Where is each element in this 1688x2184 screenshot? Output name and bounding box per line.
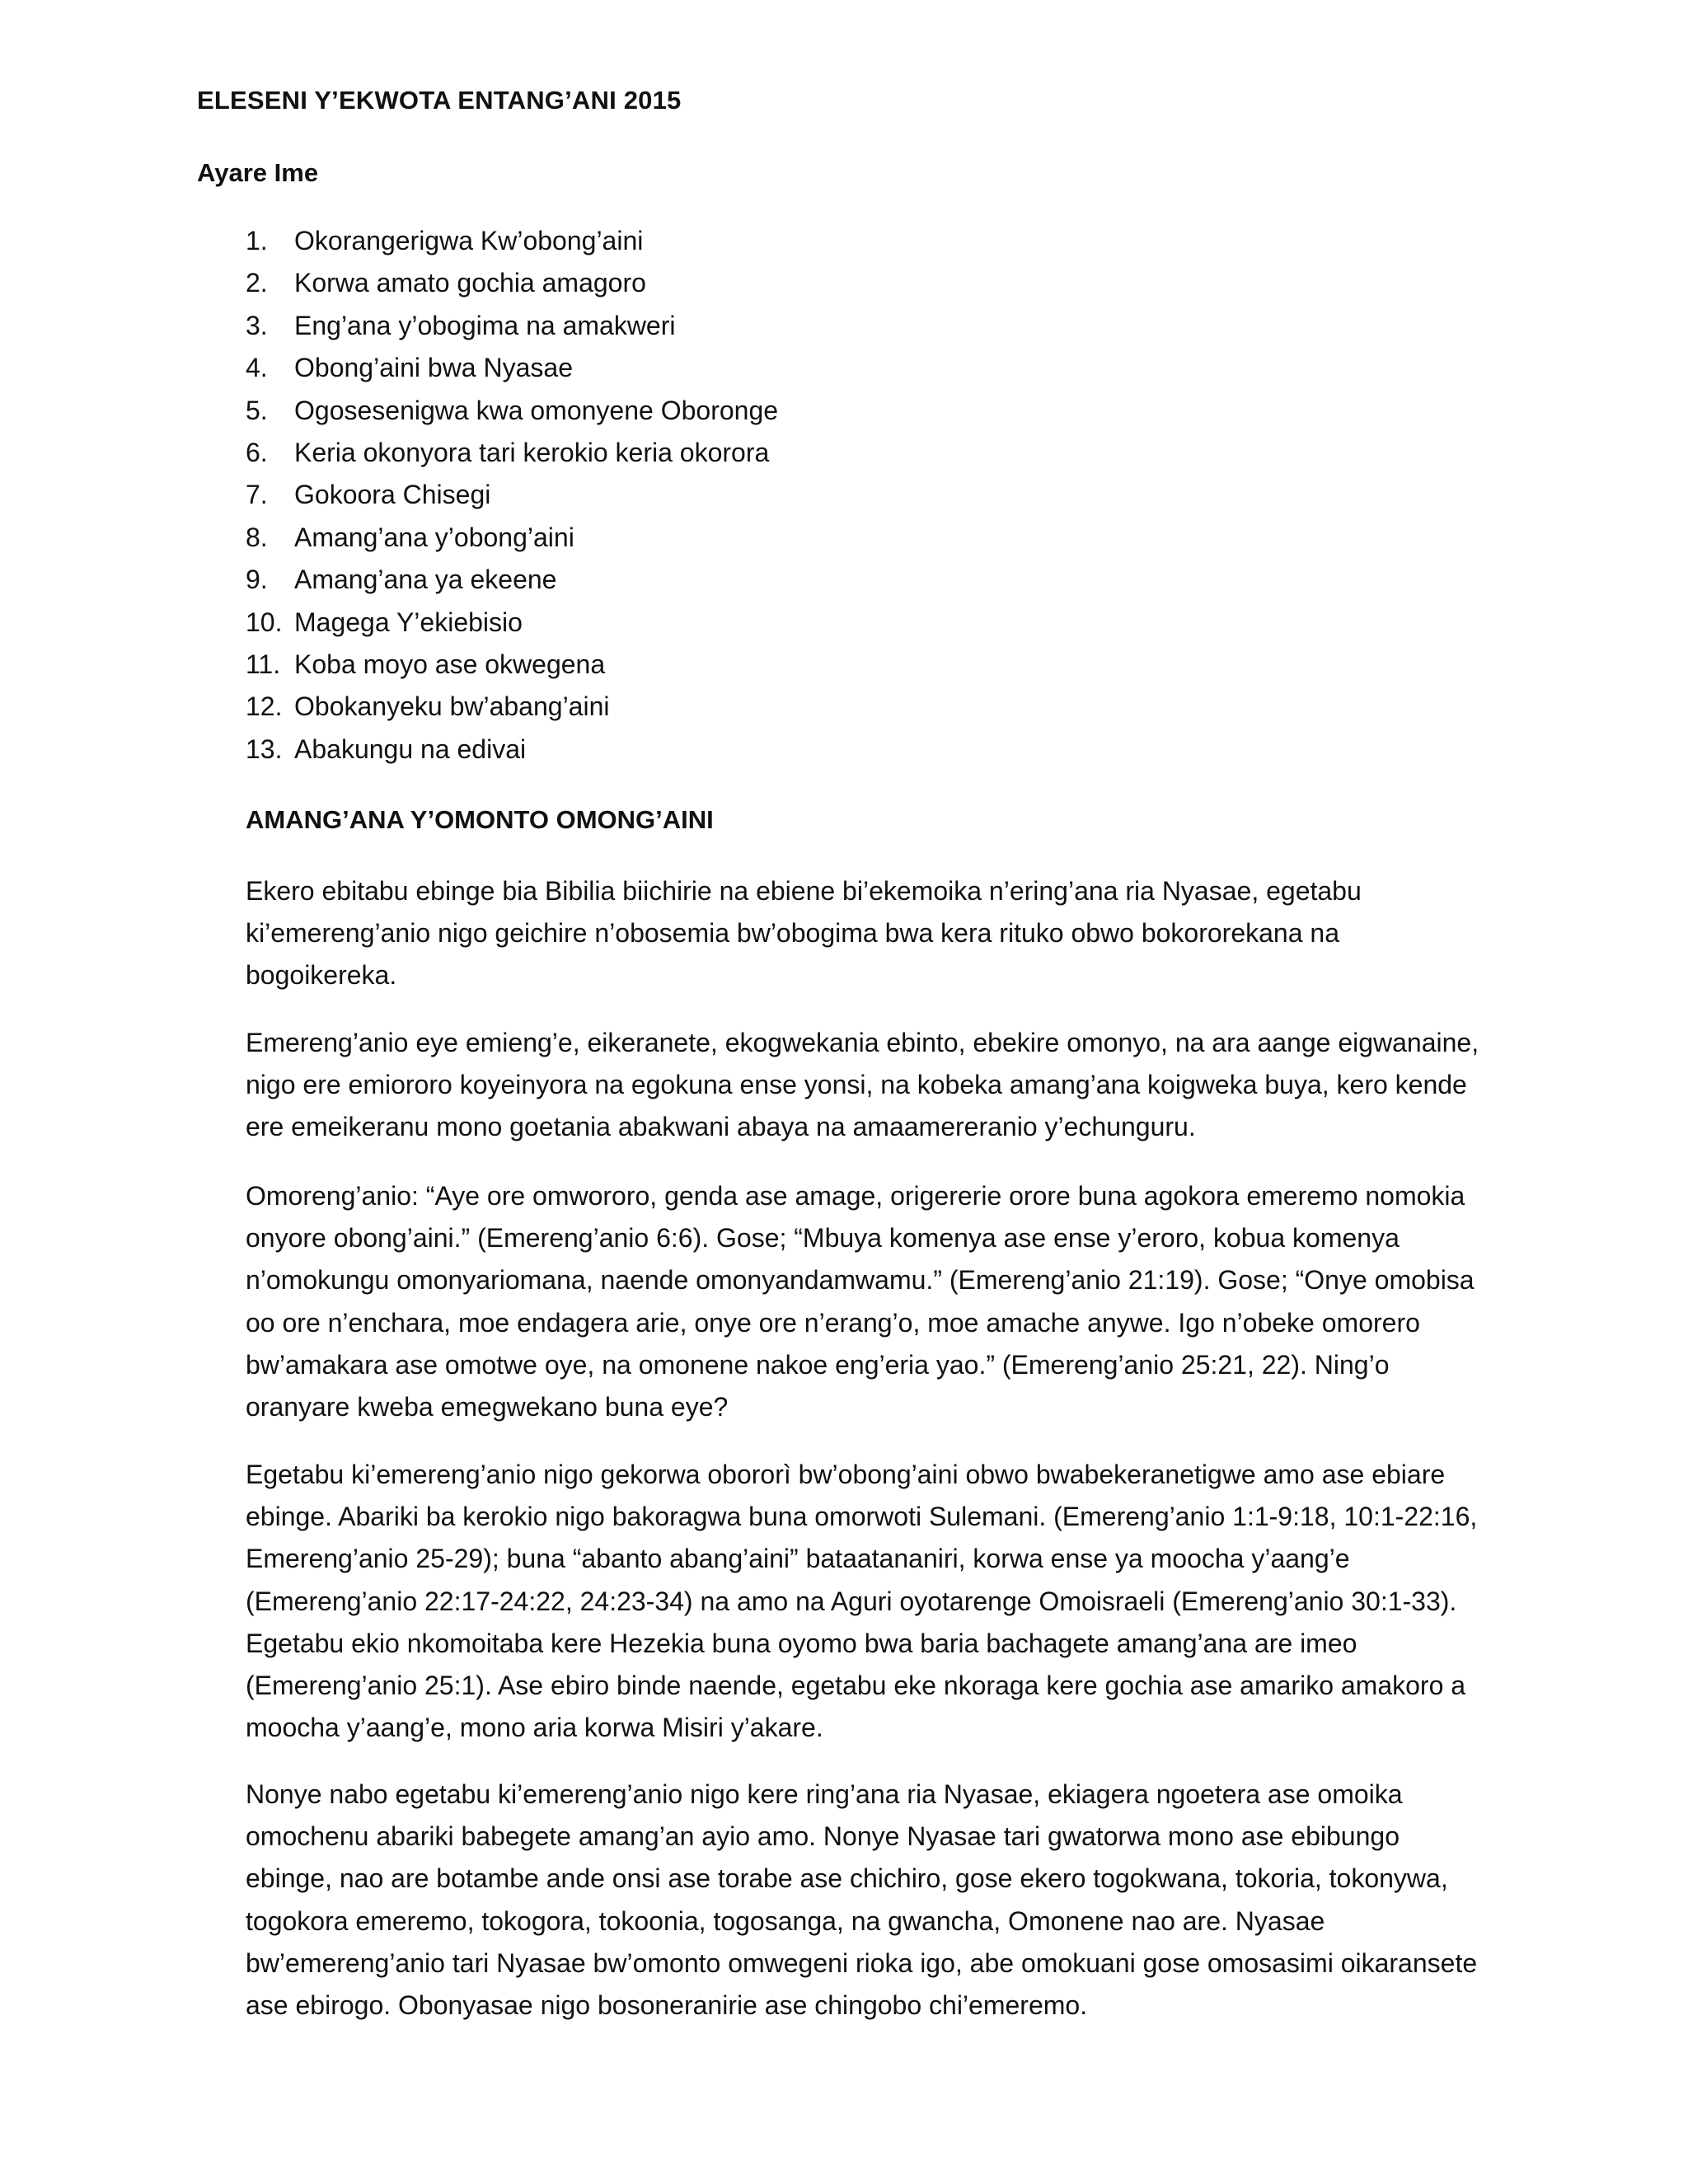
- toc-item-number: 12.: [246, 691, 283, 722]
- toc-item: [246, 394, 778, 436]
- toc-item-label: Eng’ana y’obogima na amakweri: [294, 310, 676, 340]
- toc-item-number: 13.: [246, 733, 283, 764]
- toc-item-label: Ogosesenigwa kwa omonyene Oboronge: [294, 395, 779, 425]
- toc-item-label: Korwa amato gochia amagoro: [294, 268, 646, 298]
- toc-item: [246, 224, 778, 266]
- toc-item: [246, 606, 778, 648]
- toc-item: [246, 733, 778, 775]
- toc-item-label: Keria okonyora tari kerokio keria okorora: [294, 437, 770, 467]
- toc-item: [246, 266, 778, 308]
- body-paragraph: Emereng’anio eye emieng’e, eikeranete, ekogwekania ebinto, ebekire omonyo, na ara aange eigwanaine, nigo ere emiororo koyeinyora na egokuna ense yonsi, na kobeka amang’ana koigweka buya, kero kende ere emeikeranu mono goetania abakwani abaya na amaamereranio y’echunguru.: [246, 1028, 1479, 1142]
- toc-item-label: Amang’ana y’obong’aini: [294, 522, 574, 552]
- toc-item-label: Obong’aini bwa Nyasae: [294, 353, 573, 383]
- toc-item: [246, 690, 778, 732]
- toc-item-number: 1.: [246, 226, 268, 255]
- document-title: ELESENI Y’EKWOTA ENTANG’ANI 2015: [197, 86, 682, 115]
- toc-item-number: 6.: [246, 437, 268, 467]
- toc-item-label: Magega Y’ekiebisio: [294, 607, 523, 637]
- section-heading: AMANG’ANA Y’OMONTO OMONG’AINI: [246, 805, 714, 834]
- toc-item: [246, 563, 778, 605]
- toc-item-number: 2.: [246, 268, 268, 298]
- toc-item-number: 10.: [246, 607, 283, 637]
- toc-item-label: Obokanyeku bw’abang’aini: [294, 691, 610, 722]
- toc-item-label: Gokoora Chisegi: [294, 480, 491, 510]
- toc-item: [246, 521, 778, 563]
- toc-item: [246, 351, 778, 393]
- toc-item-label: Amang’ana ya ekeene: [294, 565, 557, 595]
- toc-item-number: 4.: [246, 353, 268, 383]
- table-of-contents: [246, 224, 778, 775]
- body-paragraph: Ekero ebitabu ebinge bia Bibilia biichirie na ebiene bi’ekemoika n’ering’ana ria Nyasae, egetabu ki’emereng’anio nigo geichire n’obosemia bw’obogima bwa kera rituko obwo bokororekana na bogoikereka.: [246, 876, 1362, 991]
- toc-heading: Ayare Ime: [197, 158, 319, 187]
- toc-item-label: Abakungu na edivai: [294, 733, 527, 764]
- toc-item-number: 7.: [246, 480, 268, 510]
- toc-item-label: Koba moyo ase okwegena: [294, 649, 606, 679]
- toc-item: [246, 648, 778, 690]
- toc-item-label: Okorangerigwa Kw’obong’aini: [294, 226, 644, 255]
- toc-item: [246, 309, 778, 351]
- toc-item: [246, 478, 778, 520]
- toc-item-number: 3.: [246, 310, 268, 340]
- toc-item-number: 11.: [246, 649, 281, 679]
- toc-item-number: 8.: [246, 522, 268, 552]
- toc-item-number: 9.: [246, 565, 268, 595]
- toc-item-number: 5.: [246, 395, 268, 425]
- body-paragraph: Egetabu ki’emereng’anio nigo gekorwa obororì bw’obong’aini obwo bwabekeranetigwe amo ase ebiare ebinge. Abariki ba kerokio nigo bakoragwa buna omorwoti Sulemani. (Emereng’anio 1:1-9:18, 10:1-22:16, Emereng’anio 25-29); buna “abanto abang’aini” bataatananiri, korwa ense ya moocha y’aang’e (Emereng’anio 22:17-24:22, 24:23-34) na amo na Aguri oyotarenge Omoisraeli (Emereng’anio 30:1-33). Egetabu ekio nkomoitaba kere Hezekia buna oyomo bwa baria bachagete amang’ana are imeo (Emereng’anio 25:1). Ase ebiro binde naende, egetabu eke nkoraga kere gochia ase amariko amakoro a moocha y’aang’e, mono aria korwa Misiri y’akare.: [246, 1460, 1478, 1743]
- toc-item: [246, 436, 778, 478]
- body-paragraph: Nonye nabo egetabu ki’emereng’anio nigo kere ring’ana ria Nyasae, ekiagera ngoetera ase omoika omochenu abariki babegete amang’an ayio amo. Nonye Nyasae tari gwatorwa mono ase ebibungo ebinge, nao are botambe ande onsi ase torabe ase chichiro, gose ekero togokwana, tokoria, tokonywa, togokora emeremo, tokogora, tokoonia, togosanga, na gwancha, Omonene nao are. Nyasae bw’emereng’anio tari Nyasae bw’omonto omwegeni rioka igo, abe omokuani gose omosasimi oikaransete ase ebirogo. Obonyasae nigo bosoneranirie ase chingobo chi’emeremo.: [246, 1779, 1478, 2021]
- body-paragraph: Omoreng’anio: “Aye ore omwororo, genda ase amage, origererie orore buna agokora emeremo nomokia onyore obong’aini.” (Emereng’anio 6:6). Gose; “Mbuya komenya ase ense y’eroro, kobua komenya n’omokungu omonyariomana, naende omonyandamwamu.” (Emereng’anio 21:19). Gose; “Onye omobisa oo ore n’enchara, moe endagera arie, onye ore n’erang’o, moe amache anywe. Igo n’obeke omorero bw’amakara ase omotwe oye, na omonene nakoe eng’eria yao.” (Emereng’anio 25:21, 22). Ning’o oranyare kweba emegwekano buna eye?: [246, 1181, 1475, 1422]
